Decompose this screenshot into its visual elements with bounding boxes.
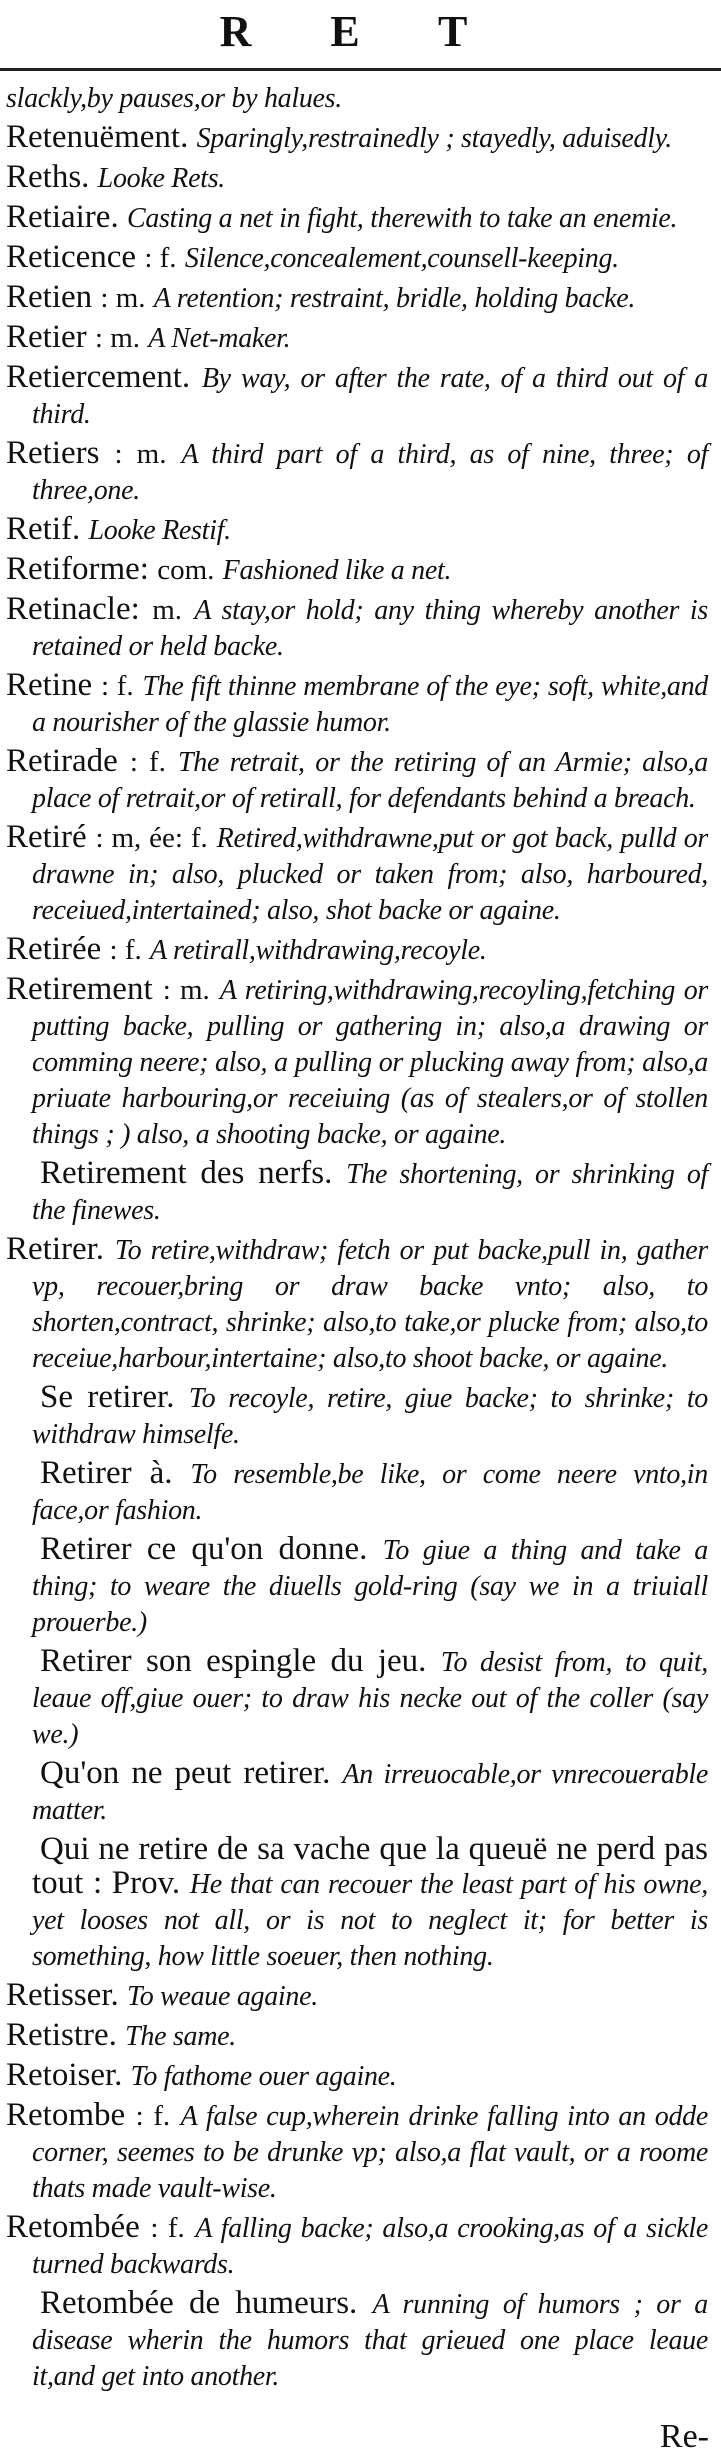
headword: Reths.: [6, 159, 90, 195]
dictionary-entry: [6, 2210, 708, 2282]
headword: Retine: [6, 667, 93, 703]
dictionary-entry: [6, 2018, 708, 2054]
definition: A retiring,withdrawing,recoyling,fetching or putting backe, pulling or gathering in; also,a drawing or comming neere; also, a pulling or plucking away from; also,a priuate harbouring,or receiuing (as of stealers,or of stollen things ; ) also, a shooting backe, or againe.: [32, 975, 708, 1150]
dictionary-entry: [6, 1232, 708, 1376]
grammar-label: m.: [152, 594, 182, 626]
headword: Retiré: [6, 819, 87, 855]
grammar-label: : f.: [109, 934, 142, 966]
dictionary-entry: [6, 1978, 708, 2014]
dictionary-entry: [6, 512, 708, 548]
grammar-label: : f.: [129, 746, 166, 778]
headword: Retirer à.: [40, 1455, 173, 1491]
headword: Retirer son espingle du jeu.: [40, 1643, 427, 1679]
definition: Fashioned like a net.: [222, 555, 452, 586]
definition: To retire,withdraw; fetch or put backe,pull in, gather vp, recouer,bring or draw backe vnto; also, to shorten,contract, shrinke; also,to take,or plucke from; also,to receiue,harbour,intertaine; also,to shoot backe, or againe.: [32, 1235, 708, 1374]
headword: Retiaire.: [6, 199, 119, 235]
definition: Sparingly,restrainedly ; stayedly, aduisedly.: [196, 123, 673, 154]
headword: Retiers: [6, 435, 100, 471]
running-head: R E T: [219, 7, 502, 56]
sub-entry: [6, 1156, 708, 1228]
catchword: Re-: [659, 2418, 709, 2455]
dictionary-entry: [6, 744, 708, 816]
definition: Looke Restif.: [88, 515, 231, 546]
dictionary-entry: [6, 320, 708, 356]
definition: To weaue againe.: [127, 1981, 318, 2012]
grammar-label: : m.: [114, 438, 167, 470]
sub-entry: [6, 1832, 708, 1974]
dictionary-entry: [6, 592, 708, 664]
entry-list: [6, 80, 708, 2398]
headword: Se retirer.: [40, 1379, 175, 1415]
definition: A retirall,withdrawing,recoyle.: [150, 935, 487, 966]
dictionary-entry: [6, 80, 708, 116]
definition: The shortening, or shrinking of the finewes.: [32, 1159, 709, 1226]
header-rule: [0, 68, 721, 71]
definition: He that can recouer the least part of his owne, yet looses not all, or is not to neglect it; for better is something, how little soeuer, then nothing.: [32, 1869, 708, 1972]
headword: Retiercement.: [6, 359, 191, 395]
dictionary-entry: [6, 240, 708, 276]
headword: Retirer ce qu'on donne.: [40, 1531, 368, 1567]
definition: To fathome ouer againe.: [130, 2061, 397, 2092]
dictionary-entry: [6, 436, 708, 508]
definition: The retrait, or the retiring of an Armie; also,a place of retrait,or of retirall, for defendants behind a breach.: [32, 747, 709, 814]
sub-entry: [6, 1532, 708, 1640]
headword: Retirée: [6, 931, 102, 967]
definition: A falling backe; also,a crooking,as of a sickle turned backwards.: [32, 2213, 709, 2280]
headword: Qui ne retire de sa vache que la queuë ne perd pas tout : Prov.: [32, 1831, 708, 1901]
grammar-label: : m.: [94, 322, 141, 354]
definition: Casting a net in fight, therewith to take an enemie.: [126, 203, 678, 234]
definition: To resemble,be like, or come neere vnto,in face,or fashion.: [32, 1459, 708, 1526]
headword: Retombée: [6, 2209, 140, 2245]
sub-entry: [6, 2286, 708, 2394]
sub-entry: [6, 1644, 708, 1752]
dictionary-entry: [6, 360, 708, 432]
definition: An irreuocable,or vnrecouerable matter.: [32, 1759, 709, 1826]
dictionary-entry: [6, 2098, 708, 2206]
grammar-label: : m.: [162, 974, 210, 1006]
headword: Retier: [6, 319, 87, 355]
dictionary-entry: [6, 552, 708, 588]
definition: A retention; restraint, bridle, holding backe.: [153, 283, 636, 314]
headword: Retien: [6, 279, 93, 315]
headword: Retirement des nerfs.: [40, 1155, 333, 1191]
definition: To giue a thing and take a thing; to weare the diuells gold-ring (say we in a triuiall prouerbe.): [32, 1535, 709, 1638]
sub-entry: [6, 1456, 708, 1528]
dictionary-entry: [6, 932, 708, 968]
headword: Qu'on ne peut retirer.: [40, 1755, 331, 1791]
grammar-label: : m.: [100, 282, 146, 314]
definition: slackly,by pauses,or by halues.: [6, 83, 342, 114]
headword: Retinacle:: [6, 591, 140, 627]
headword: Retenuëment.: [6, 119, 189, 155]
grammar-label: : m, ée: f.: [95, 822, 208, 854]
headword: Retif.: [6, 511, 81, 547]
headword: Retombée de humeurs.: [40, 2285, 358, 2321]
headword: Retirer.: [6, 1231, 105, 1267]
headword: Retirement: [6, 971, 153, 1007]
headword: Reticence: [6, 239, 137, 275]
dictionary-entry: [6, 972, 708, 1152]
headword: Retombe: [6, 2097, 126, 2133]
sub-entry: [6, 1380, 708, 1452]
definition: The same.: [125, 2021, 237, 2052]
definition: To recoyle, retire, giue backe; to shrinke; to withdraw himselfe.: [32, 1383, 708, 1450]
definition: A stay,or hold; any thing whereby another is retained or held backe.: [32, 595, 709, 662]
grammar-label: : f.: [150, 2212, 185, 2244]
dictionary-entry: [6, 120, 708, 156]
headword: Retirade: [6, 743, 118, 779]
dictionary-entry: [6, 160, 708, 196]
dictionary-entry: [6, 280, 708, 316]
definition: Silence,concealement,counsell-keeping.: [184, 243, 619, 274]
headword: Retiforme:: [6, 551, 149, 587]
definition: By way, or after the rate, of a third out of a third.: [32, 363, 708, 430]
definition: A false cup,wherein drinke falling into an odde corner, seemes to be drunke vp; also,a flat vault, or a roome thats made vault-wise.: [32, 2101, 708, 2204]
headword: Retisser.: [6, 1977, 119, 2013]
dictionary-entry: [6, 668, 708, 740]
headword: Retistre.: [6, 2017, 117, 2053]
definition: Retired,withdrawne,put or got back, pulld or drawne in; also, plucked or taken from; also, harboured, receiued,intertained; also, shot backe or againe.: [32, 823, 709, 926]
dictionary-entry: [6, 2058, 708, 2094]
definition: The fift thinne membrane of the eye; soft, white,and a nourisher of the glassie humor.: [32, 671, 709, 738]
grammar-label: : f.: [144, 242, 177, 274]
grammar-label: : f.: [100, 670, 134, 702]
definition: Looke Rets.: [97, 163, 226, 194]
definition: To desist from, to quit, leaue off,giue ouer; to draw his necke out of the coller (say we.): [32, 1647, 708, 1750]
definition: A Net-maker.: [148, 323, 291, 354]
definition: A third part of a third, as of nine, three; of three,one.: [32, 439, 708, 506]
definition: A running of humors ; or a disease wherin the humors that grieued one place leaue it,and get into another.: [32, 2289, 708, 2392]
dictionary-entry: [6, 200, 708, 236]
headword: Retoiser.: [6, 2057, 123, 2093]
grammar-label: : f.: [135, 2100, 171, 2132]
sub-entry: [6, 1756, 708, 1828]
grammar-label: com.: [157, 554, 215, 586]
dictionary-entry: [6, 820, 708, 928]
